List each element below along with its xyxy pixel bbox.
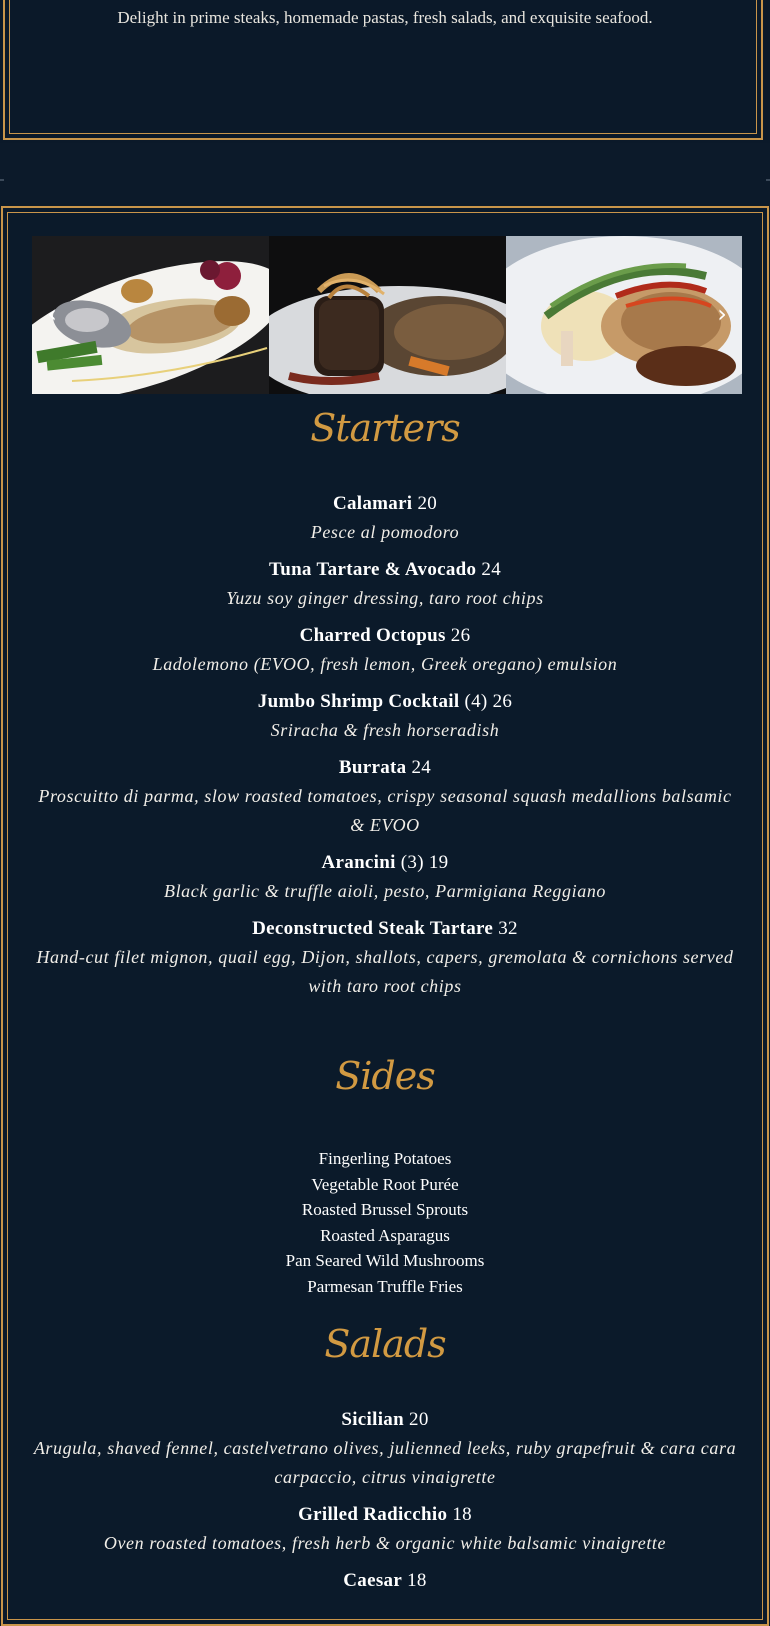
menu-item-title-line [33, 915, 737, 943]
menu-item-price: 18 [407, 1570, 427, 1591]
menu-item [33, 688, 737, 745]
menu-item-title-line [33, 754, 737, 782]
carousel-prev-button[interactable]: ‹ [47, 300, 57, 328]
menu-item-title-line [33, 1406, 737, 1434]
menu-item-name: Charred Octopus [299, 625, 446, 646]
menu-item-description: Sriracha & fresh horseradish [270, 720, 500, 740]
menu-item-description: Proscuitto di parma, slow roasted tomatoes, crispy seasonal squash medallions balsamic & EVOO [38, 786, 732, 835]
menu-item-price: 20 [417, 493, 438, 514]
menu-item [33, 849, 737, 906]
menu-item-title-line [33, 688, 737, 716]
menu-item-name: Grilled Radicchio [298, 1504, 448, 1525]
steak-dish-photo [269, 236, 506, 394]
menu-item-price: (4) 26 [464, 691, 513, 712]
starters-list [33, 490, 737, 1010]
side-item: Roasted Asparagus [320, 1225, 450, 1245]
menu-item-name: Sicilian [341, 1409, 404, 1430]
carousel-next-button[interactable]: › [717, 300, 727, 328]
menu-item-name: Caesar [343, 1570, 403, 1591]
menu-item-title-line [33, 556, 737, 584]
fish-dish-photo [32, 236, 269, 394]
starters-title: Starters [310, 406, 460, 450]
menu-item-description: Yuzu soy ginger dressing, taro root chips [226, 588, 544, 608]
menu-item [33, 556, 737, 613]
menu-item [33, 1567, 737, 1595]
menu-item [33, 1501, 737, 1558]
hero-banner [0, 0, 770, 143]
menu-item-name: Deconstructed Steak Tartare [252, 918, 494, 939]
menu-item-title-line [33, 490, 737, 518]
menu-item-title-line [33, 1567, 737, 1595]
menu-item-price: 24 [481, 559, 502, 580]
menu-item-title-line [33, 1501, 737, 1529]
menu-item-price: 24 [411, 757, 432, 778]
menu-panel [1, 206, 769, 1626]
menu-item-price: (3) 19 [400, 852, 449, 873]
menu-item [33, 1406, 737, 1492]
menu-item-description: Hand-cut filet mignon, quail egg, Dijon, shallots, capers, gremolata & cornichons served with taro root chips [36, 947, 734, 996]
menu-item-description: Oven roasted tomatoes, fresh herb & organic white balsamic vinaigrette [103, 1533, 667, 1553]
menu-item-description: Arugula, shaved fennel, castelvetrano olives, julienned leeks, ruby grapefruit & cara cara carpaccio, citrus vinaigrette [33, 1438, 737, 1487]
menu-item-price: 32 [498, 918, 518, 939]
menu-item-price: 20 [409, 1409, 429, 1430]
side-item: Fingerling Potatoes [318, 1149, 452, 1168]
sides-title: Sides [335, 1054, 435, 1098]
menu-item [33, 915, 737, 1001]
menu-item-description: Ladolemono (EVOO, fresh lemon, Greek oregano) emulsion [152, 654, 618, 674]
photo-carousel[interactable] [32, 236, 742, 394]
hero-tagline: Delight in prime steaks, homemade pastas, fresh salads, and exquisite seafood. [117, 8, 653, 27]
salads-list [33, 1406, 737, 1604]
side-item: Pan Seared Wild Mushrooms [285, 1251, 485, 1270]
menu-item-name: Calamari [332, 493, 413, 514]
menu-item-name: Arancini [321, 852, 396, 873]
side-item: Roasted Brussel Sprouts [301, 1200, 469, 1219]
menu-item-name: Burrata [338, 757, 407, 778]
menu-item-price: 26 [450, 625, 471, 646]
pork-chop-dish-photo [506, 236, 742, 394]
menu-item [33, 490, 737, 547]
menu-item-name: Tuna Tartare & Avocado [268, 559, 477, 580]
salads-title: Salads [324, 1322, 446, 1366]
menu-item-name: Jumbo Shrimp Cocktail [257, 691, 460, 712]
menu-item [33, 754, 737, 840]
side-item: Vegetable Root Purée [311, 1174, 459, 1194]
menu-item-price: 18 [452, 1504, 472, 1525]
section-divider [0, 143, 770, 203]
sides-list [3, 1146, 767, 1299]
menu-item-title-line [33, 849, 737, 877]
menu-item-title-line [33, 622, 737, 650]
side-item: Parmesan Truffle Fries [307, 1276, 463, 1296]
menu-item-description: Pesce al pomodoro [310, 522, 460, 542]
menu-item [33, 622, 737, 679]
menu-item-description: Black garlic & truffle aioli, pesto, Parmigiana Reggiano [163, 881, 607, 901]
